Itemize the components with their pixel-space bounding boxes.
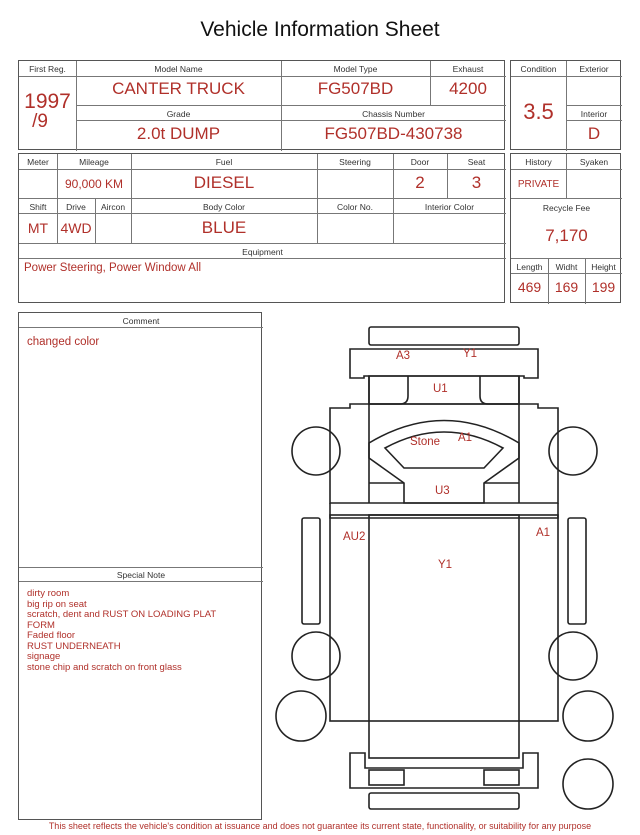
- truck-damage-diagram: [268, 318, 628, 818]
- syaken-label: Syaken: [579, 157, 609, 167]
- shift-value: MT: [27, 220, 49, 236]
- model-name-label: Model Name: [154, 64, 203, 74]
- history-block: [510, 153, 621, 303]
- special-note-list: [27, 589, 216, 673]
- special-note-label: Special Note: [116, 570, 166, 580]
- special-note-item: Faded floor: [27, 630, 76, 641]
- first-reg-label: First Reg.: [29, 64, 66, 74]
- condition-value: 3.5: [523, 99, 554, 124]
- special-note-item: big rip on seat: [27, 598, 87, 610]
- height-label: Height: [591, 262, 616, 272]
- mileage-value: 90,000 KM: [64, 177, 124, 191]
- wheel-mid-right: [549, 632, 597, 680]
- width-value: 169: [554, 279, 579, 295]
- comment-panel: [18, 312, 262, 820]
- body-color-value: BLUE: [201, 218, 247, 237]
- condition-label: Condition: [520, 64, 557, 74]
- height-value: 199: [591, 279, 616, 295]
- comment-text: changed color: [27, 336, 100, 348]
- mark-a1-right: A1: [536, 527, 551, 539]
- mark-a3: A3: [396, 350, 411, 362]
- wheel-mid-left: [292, 632, 340, 680]
- left-side-panel: [302, 518, 320, 624]
- special-note-item: signage: [27, 651, 61, 662]
- cargo-bed: [330, 515, 558, 721]
- special-note-item: RUST UNDERNEATH: [27, 640, 121, 652]
- model-type-value: FG507BD: [317, 79, 394, 98]
- mark-stone: Stone: [410, 436, 441, 448]
- history-value: PRIVATE: [517, 179, 560, 190]
- meter-label: Meter: [27, 157, 49, 167]
- exhaust-label: Exhaust: [452, 64, 484, 74]
- wheel-front-right: [549, 427, 597, 475]
- wheel-spare: [563, 759, 613, 809]
- interior-label: Interior: [580, 109, 608, 119]
- steering-label: Steering: [339, 157, 371, 167]
- front-bumper: [369, 327, 519, 345]
- first-reg-month: /9: [32, 111, 48, 132]
- recycle-fee-label: Recycle Fee: [542, 203, 591, 213]
- model-type-label: Model Type: [333, 64, 378, 74]
- grade-value: 2.0t DUMP: [136, 124, 221, 143]
- chassis-number-label: Chassis Number: [362, 109, 425, 119]
- mark-u3: U3: [435, 485, 450, 497]
- body-color-label: Body Color: [202, 202, 246, 212]
- aircon-label: Aircon: [100, 202, 126, 212]
- hood-outline: [350, 349, 538, 378]
- rear-bumper: [369, 793, 519, 809]
- special-note-item: FORM: [27, 619, 55, 631]
- info-block-specs: [18, 153, 505, 303]
- mark-a1-glass: A1: [458, 432, 473, 444]
- mark-au2: AU2: [343, 531, 366, 543]
- wheel-rear-right: [563, 691, 613, 741]
- shift-label: Shift: [29, 202, 47, 212]
- mark-y1-top: Y1: [463, 348, 478, 360]
- equipment-label: Equipment: [242, 247, 283, 257]
- length-label: Length: [516, 262, 543, 272]
- seat-value: 3: [471, 173, 482, 192]
- door-value: 2: [415, 173, 425, 192]
- model-name-value: CANTER TRUCK: [112, 79, 245, 98]
- chassis-number-value: FG507BD-430738: [324, 124, 463, 143]
- footer-disclaimer: This sheet reflects the vehicle's condition at issuance and does not guarantee its current state, functionality, or suitability for any purpose: [48, 821, 592, 831]
- mileage-label: Mileage: [79, 157, 109, 167]
- length-value: 469: [517, 279, 542, 295]
- recycle-fee-value: 7,170: [545, 226, 588, 245]
- seat-label: Seat: [467, 157, 486, 167]
- sheet-title: Vehicle Information Sheet: [200, 18, 440, 41]
- condition-block: [510, 60, 621, 150]
- grade-label: Grade: [166, 109, 191, 119]
- fuel-label: Fuel: [215, 157, 233, 167]
- fuel-value: DIESEL: [193, 173, 255, 192]
- special-note-item: scratch, dent and RUST ON LOADING PLAT: [27, 609, 217, 620]
- equipment-value: Power Steering, Power Window All: [24, 262, 202, 274]
- info-block-model: [18, 60, 505, 150]
- special-note-item: dirty room: [27, 588, 70, 599]
- door-label: Door: [410, 157, 430, 167]
- color-no-label: Color No.: [337, 202, 373, 212]
- wheel-front-left: [292, 427, 340, 475]
- exhaust-value: 4200: [449, 79, 487, 98]
- drive-label: Drive: [66, 202, 86, 212]
- right-side-panel: [568, 518, 586, 624]
- interior-color-label: Interior Color: [424, 202, 475, 212]
- comment-label: Comment: [122, 316, 160, 326]
- drive-value: 4WD: [60, 220, 92, 236]
- mark-y1-bed: Y1: [438, 559, 453, 571]
- interior-value: D: [587, 124, 601, 143]
- width-label: Widht: [555, 262, 578, 272]
- history-label: History: [525, 157, 552, 167]
- mark-u1: U1: [433, 383, 448, 395]
- first-reg-year: 1997: [24, 90, 71, 113]
- exterior-label: Exterior: [579, 64, 609, 74]
- special-note-item: stone chip and scratch on front glass: [27, 661, 182, 673]
- wheel-rear-left: [276, 691, 326, 741]
